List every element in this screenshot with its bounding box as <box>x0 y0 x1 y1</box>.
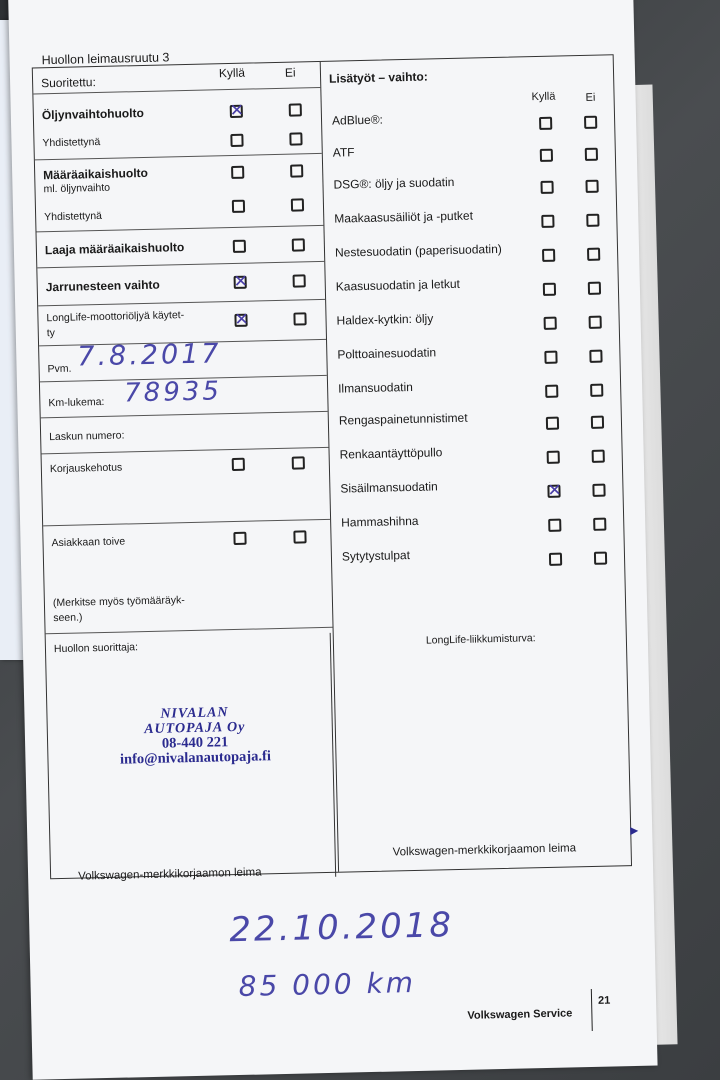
extensive-no-checkbox[interactable] <box>292 238 305 251</box>
oil-service-no-checkbox[interactable] <box>289 103 302 116</box>
row-label: Jarrunesteen vaihto <box>45 277 160 295</box>
right-item-yes-checkbox[interactable] <box>547 451 560 464</box>
right-item-no-checkbox[interactable] <box>594 552 607 565</box>
date-label: Pvm. <box>47 362 72 376</box>
invoice-label: Laskun numero: <box>49 429 125 444</box>
section-title: Huollon leimausruutu 3 <box>41 50 170 68</box>
row-sublabel: ml. öljynvaihto <box>43 181 111 196</box>
stamp-line: NIVALAN <box>160 705 229 722</box>
row-label: LongLife-moottoriöljyä käytet- <box>46 309 185 325</box>
right-item-no-checkbox[interactable] <box>585 148 598 161</box>
right-item-yes-checkbox[interactable] <box>544 351 557 364</box>
right-item-label: Nestesuodatin (paperisuodatin) <box>334 241 502 260</box>
right-item-label: Hammashihna <box>341 513 419 530</box>
longlife-no-checkbox[interactable] <box>293 312 306 325</box>
row-oil-service <box>33 88 321 160</box>
row-repair <box>42 448 331 526</box>
extensive-yes-checkbox[interactable] <box>233 240 246 253</box>
right-item-yes-checkbox[interactable] <box>542 249 555 262</box>
right-item-no-checkbox[interactable] <box>592 450 605 463</box>
right-item-no-checkbox[interactable] <box>593 518 606 531</box>
right-stamp-caption: Volkswagen-merkkikorjaamon leima <box>392 842 577 859</box>
stamp-phone: 08-440 221 <box>161 734 229 752</box>
row-label: Määräaikaishuolto <box>43 165 149 183</box>
right-item-label: Polttoainesuodatin <box>337 345 437 362</box>
left-header: Suoritettu: <box>40 75 96 91</box>
right-item-yes-checkbox[interactable] <box>544 317 557 330</box>
right-item-no-checkbox[interactable] <box>591 416 604 429</box>
right-item-label: Ilmansuodatin <box>337 379 413 396</box>
footer-divider <box>591 989 593 1031</box>
left-col-yes: Kyllä <box>218 65 246 81</box>
right-item-yes-checkbox[interactable] <box>545 385 558 398</box>
next-page-arrow-icon <box>630 827 638 835</box>
right-item-yes-checkbox[interactable] <box>541 215 554 228</box>
combined-2-no-checkbox[interactable] <box>291 198 304 211</box>
right-item-no-checkbox[interactable] <box>585 180 598 193</box>
km-handwritten: 78935 <box>123 376 223 409</box>
note-text-cont: seen.) <box>53 611 83 625</box>
right-col-no: Ei <box>585 91 596 104</box>
right-item-no-checkbox[interactable] <box>586 214 599 227</box>
right-item-no-checkbox[interactable] <box>590 384 603 397</box>
right-item-label: Haldex-kytkin: öljy <box>336 311 434 328</box>
right-item-label: Kaasusuodatin ja letkut <box>335 276 461 294</box>
repair-label: Korjauskehotus <box>49 461 123 476</box>
right-item-label: AdBlue®: <box>331 112 384 128</box>
wish-yes-checkbox[interactable] <box>233 532 246 545</box>
right-header: Lisätyöt – vaihto: <box>328 69 428 86</box>
page-number: 21 <box>597 994 611 1007</box>
right-item-no-checkbox[interactable] <box>589 316 602 329</box>
right-item-label: Sytytystulpat <box>341 548 411 564</box>
note-text: (Merkitse myös työmääräyk- <box>52 594 185 610</box>
right-item-no-checkbox[interactable] <box>588 282 601 295</box>
right-item-no-checkbox[interactable] <box>584 116 597 129</box>
right-item-no-checkbox[interactable] <box>589 350 602 363</box>
combined-1-no-checkbox[interactable] <box>289 132 302 145</box>
combined-2-yes-checkbox[interactable] <box>232 200 245 213</box>
right-item-yes-checkbox[interactable] <box>540 181 553 194</box>
right-item-label: Rengaspainetunnistimet <box>338 410 468 428</box>
left-stamp-caption: Volkswagen-merkkikorjaamon leima <box>77 866 262 883</box>
stamp-line: AUTOPAJA Oy <box>144 719 246 738</box>
row-brake-fluid <box>37 262 325 307</box>
wish-label: Asiakkaan toive <box>51 535 126 550</box>
dealer-stamp <box>94 704 295 769</box>
brake-fluid-yes-checkbox[interactable] <box>234 276 247 289</box>
footer-brand: Volkswagen Service <box>467 1007 573 1022</box>
row-label: Yhdistettynä <box>42 135 101 150</box>
right-item-yes-checkbox[interactable] <box>547 485 560 498</box>
longlife-mobility-label: LongLife-liikkumisturva: <box>425 632 536 647</box>
right-item-label: ATF <box>332 145 355 160</box>
right-item-yes-checkbox[interactable] <box>543 283 556 296</box>
row-periodic-service <box>35 154 324 232</box>
handwritten-date: 22.10.2018 <box>228 905 455 951</box>
row-label: Öljynvaihtohuolto <box>41 105 144 123</box>
right-col-yes: Kyllä <box>531 90 556 104</box>
row-label: Laaja määräaikaishuolto <box>44 240 185 258</box>
km-label: Km-lukema: <box>48 395 105 410</box>
service-book-page <box>8 0 658 1080</box>
right-item-no-checkbox[interactable] <box>587 248 600 261</box>
right-item-yes-checkbox[interactable] <box>548 519 561 532</box>
right-item-yes-checkbox[interactable] <box>539 117 552 130</box>
performer-label: Huollon suorittaja: <box>53 641 139 656</box>
right-item-yes-checkbox[interactable] <box>540 149 553 162</box>
row-label-cont: ty <box>46 327 56 340</box>
repair-no-checkbox[interactable] <box>292 456 305 469</box>
stamp-email: info@nivalanautopaja.fi <box>119 748 272 768</box>
handwritten-km: 85 000 km <box>238 966 417 1004</box>
right-item-no-checkbox[interactable] <box>592 484 605 497</box>
brake-fluid-no-checkbox[interactable] <box>293 274 306 287</box>
date-handwritten: 7.8.2017 <box>76 338 222 373</box>
right-item-label: Sisäilmansuodatin <box>340 479 438 496</box>
periodic-yes-checkbox[interactable] <box>231 166 244 179</box>
longlife-yes-checkbox[interactable] <box>234 314 247 327</box>
repair-yes-checkbox[interactable] <box>232 458 245 471</box>
oil-service-yes-checkbox[interactable] <box>230 105 243 118</box>
right-item-yes-checkbox[interactable] <box>549 553 562 566</box>
right-item-label: Renkaantäyttöpullo <box>339 445 443 462</box>
right-item-label: DSG®: öljy ja suodatin <box>333 174 455 192</box>
wish-no-checkbox[interactable] <box>293 530 306 543</box>
right-item-label: Maakaasusäiliöt ja -putket <box>334 208 474 226</box>
row-label: Yhdistettynä <box>44 209 103 224</box>
periodic-no-checkbox[interactable] <box>290 164 303 177</box>
left-col-no: Ei <box>284 65 296 80</box>
combined-1-yes-checkbox[interactable] <box>230 134 243 147</box>
right-item-yes-checkbox[interactable] <box>546 417 559 430</box>
row-customer-wish <box>43 520 332 634</box>
